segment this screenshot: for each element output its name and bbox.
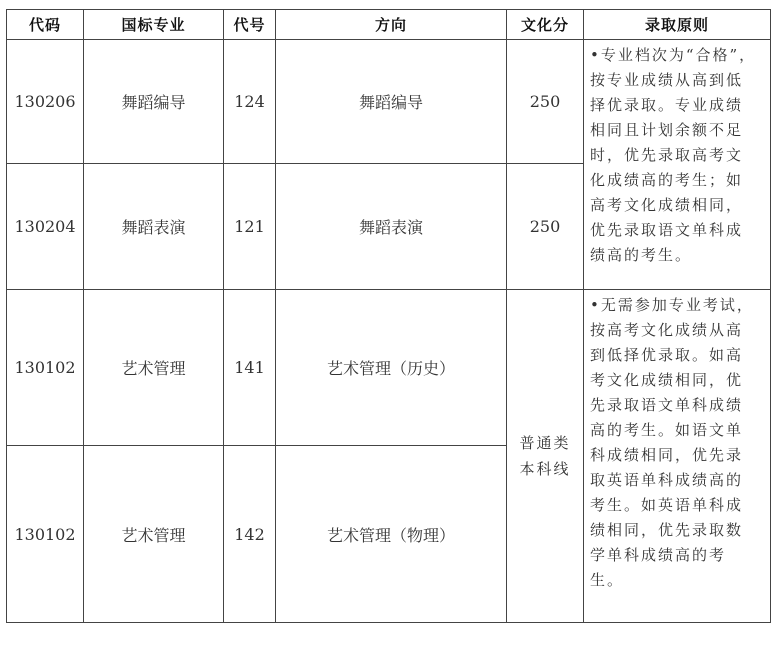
rule-cell-arts-management [584, 290, 771, 623]
header-rule: 录取原则 [584, 10, 771, 40]
rule-line: •无需参加专业考试， [590, 296, 754, 314]
rule-line: 择优录取。专业成绩 [590, 96, 744, 114]
rule-line: •专业档次为“合格”， [590, 46, 757, 64]
cell-num: 141 [224, 290, 276, 446]
rule-line: 考文化成绩相同，优 [590, 371, 744, 389]
rule-cell-dance [584, 40, 771, 290]
header-code: 代码 [7, 10, 84, 40]
score-line: 本科线 [519, 460, 571, 478]
table-row [7, 40, 771, 164]
rule-line: 高的考生。如语文单 [590, 421, 744, 439]
cell-code: 130102 [7, 290, 84, 446]
rule-line: 生。 [590, 571, 625, 589]
cell-major: 舞蹈编导 [84, 40, 224, 164]
header-major: 国标专业 [84, 10, 224, 40]
cell-direction: 艺术管理（历史） [276, 290, 507, 446]
rule-line: 学单科成绩高的考 [590, 546, 727, 564]
cell-major: 艺术管理 [84, 446, 224, 623]
cell-score-merged [507, 290, 584, 623]
cell-score: 250 [507, 40, 584, 164]
table-row [7, 290, 771, 446]
admission-table [6, 9, 771, 623]
cell-num: 121 [224, 164, 276, 290]
header-direction: 方向 [276, 10, 507, 40]
rule-line: 优先录取语文单科成 [590, 221, 744, 239]
rule-line: 时，优先录取高考文 [590, 146, 744, 164]
cell-num: 142 [224, 446, 276, 623]
header-score: 文化分 [507, 10, 584, 40]
header-row [7, 10, 771, 40]
rule-line: 绩相同，优先录取数 [590, 521, 744, 539]
rule-line: 科成绩相同，优先录 [590, 446, 744, 464]
cell-code: 130204 [7, 164, 84, 290]
rule-line: 按高考文化成绩从高 [590, 321, 744, 339]
rule-line: 化成绩高的考生；如 [590, 171, 744, 189]
rule-line: 到低择优录取。如高 [590, 346, 744, 364]
rule-line: 按专业成绩从高到低 [590, 71, 744, 89]
score-line: 普通类 [519, 434, 571, 452]
cell-code: 130102 [7, 446, 84, 623]
rule-line: 考生。如英语单科成 [590, 496, 744, 514]
cell-direction: 舞蹈编导 [276, 40, 507, 164]
cell-major: 艺术管理 [84, 290, 224, 446]
admission-table-container [6, 9, 771, 623]
rule-line: 绩高的考生。 [590, 246, 693, 264]
cell-num: 124 [224, 40, 276, 164]
rule-line: 相同且计划余额不足 [590, 121, 744, 139]
cell-major: 舞蹈表演 [84, 164, 224, 290]
cell-direction: 舞蹈表演 [276, 164, 507, 290]
rule-line: 取英语单科成绩高的 [590, 471, 744, 489]
cell-score: 250 [507, 164, 584, 290]
header-num: 代号 [224, 10, 276, 40]
cell-code: 130206 [7, 40, 84, 164]
rule-line: 先录取语文单科成绩 [590, 396, 744, 414]
cell-direction: 艺术管理（物理） [276, 446, 507, 623]
rule-line: 高考文化成绩相同， [590, 196, 744, 214]
